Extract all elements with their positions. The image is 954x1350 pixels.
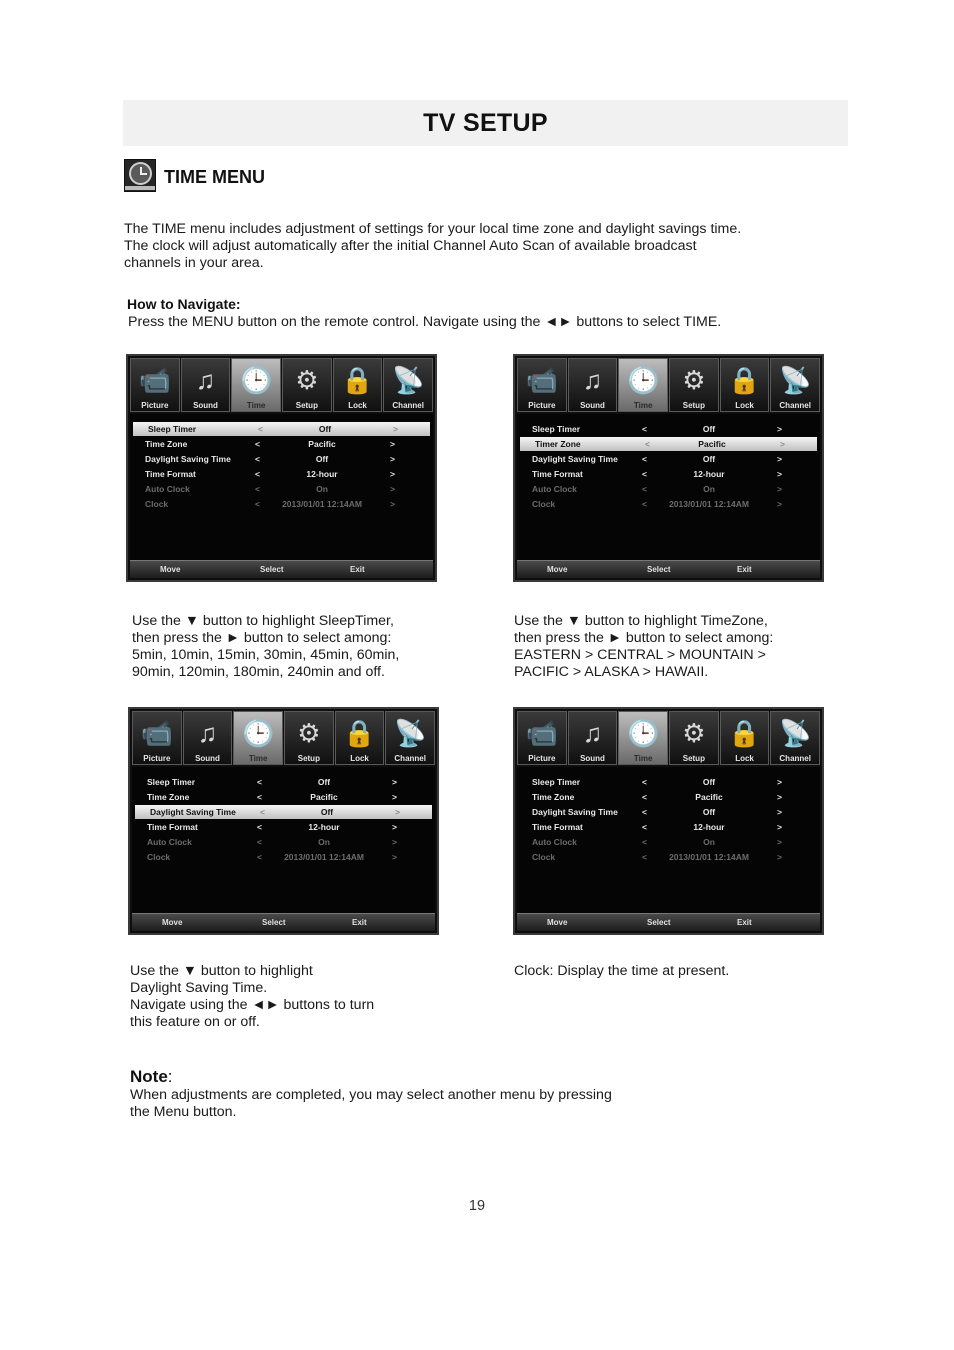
chevron-right-icon: > [777, 499, 782, 509]
chevron-right-icon: > [390, 439, 395, 449]
chevron-right-icon: > [390, 469, 395, 479]
camera-icon: 📹 [525, 718, 559, 748]
tab-channel[interactable] [383, 358, 433, 412]
chevron-left-icon: < [642, 424, 647, 434]
navigate-heading: How to Navigate: [127, 296, 241, 312]
menu-row[interactable] [517, 805, 820, 819]
menu-row[interactable] [517, 835, 820, 849]
menu-row-label: Sleep Timer [532, 777, 581, 787]
padlock-icon: 🔒 [728, 365, 761, 395]
caption-line: Use the ▼ button to highlight [130, 963, 313, 979]
camera-icon: 📹 [140, 718, 174, 748]
footer-select: Select [647, 918, 671, 927]
menu-row[interactable] [517, 482, 820, 496]
clock-icon: 🕒 [241, 718, 275, 748]
chevron-left-icon: < [642, 499, 647, 509]
chevron-left-icon: < [642, 469, 647, 479]
tab-picture[interactable] [130, 358, 180, 412]
menu-row[interactable] [517, 820, 820, 834]
footer-select: Select [647, 565, 671, 574]
gear-icon: ⚙ [295, 365, 319, 395]
camera-icon: 📹 [138, 365, 172, 395]
chevron-left-icon: < [258, 424, 263, 434]
tab-lock[interactable] [335, 711, 385, 765]
caption-line: Navigate using the ◄► buttons to turn [130, 997, 375, 1013]
chevron-left-icon: < [642, 777, 647, 787]
chevron-left-icon: < [642, 852, 647, 862]
padlock-icon: 🔒 [341, 365, 374, 395]
chevron-right-icon: > [392, 777, 397, 787]
chevron-right-icon: > [777, 424, 782, 434]
chevron-left-icon: < [257, 837, 262, 847]
footer-exit: Exit [350, 565, 365, 574]
chevron-left-icon: < [642, 484, 647, 494]
chevron-left-icon: < [255, 454, 260, 464]
chevron-left-icon: < [255, 499, 260, 509]
tab-sound[interactable] [568, 358, 618, 412]
menu-row[interactable] [517, 422, 820, 436]
chevron-right-icon: > [777, 822, 782, 832]
menu-footer [130, 560, 433, 578]
menu-row[interactable] [517, 467, 820, 481]
menu-row-label: Auto Clock [532, 837, 577, 847]
menu-row-label: Sleep Timer [532, 424, 581, 434]
tab-label: Time [246, 401, 266, 410]
menu-row-label: Clock [532, 852, 556, 862]
menu-row-value: Off [317, 777, 331, 787]
chevron-right-icon: > [390, 484, 395, 494]
footer-exit: Exit [352, 918, 367, 927]
menu-list [130, 414, 433, 560]
tab-time[interactable] [233, 711, 283, 765]
clock-icon: 🕒 [626, 365, 660, 395]
chevron-right-icon: > [777, 469, 782, 479]
chevron-right-icon: > [777, 454, 782, 464]
menu-row[interactable] [520, 437, 817, 451]
menu-row[interactable] [130, 482, 433, 496]
menu-row[interactable] [130, 452, 433, 466]
chevron-right-icon: > [777, 792, 782, 802]
satellite-dish-icon: 📡 [779, 365, 812, 395]
padlock-icon: 🔒 [728, 718, 761, 748]
tab-label: Lock [350, 754, 369, 763]
clock-icon: 🕒 [239, 365, 273, 395]
menu-row[interactable] [517, 497, 820, 511]
menu-row-label: Daylight Saving Time [532, 807, 618, 817]
menu-row[interactable] [517, 850, 820, 864]
intro-line: channels in your area. [124, 255, 264, 271]
menu-row-label: Daylight Saving Time [532, 454, 618, 464]
clock-icon-label-strip [125, 186, 155, 190]
menu-row-label: Clock [147, 852, 171, 862]
menu-row[interactable] [517, 775, 820, 789]
menu-row-value: On [318, 837, 330, 847]
menu-row-value: 12-hour [693, 469, 725, 479]
menu-list [517, 414, 820, 560]
menu-row[interactable] [130, 497, 433, 511]
tab-label: Sound [193, 401, 218, 410]
menu-row-value: 12-hour [306, 469, 338, 479]
tab-picture[interactable] [132, 711, 182, 765]
caption-line: then press the ► button to select among: [514, 630, 774, 646]
menu-row[interactable] [517, 452, 820, 466]
padlock-icon: 🔒 [343, 718, 376, 748]
tab-picture[interactable] [517, 358, 567, 412]
tab-label: Channel [394, 754, 426, 763]
menu-row-label: Time Zone [147, 792, 190, 802]
tab-time[interactable] [231, 358, 281, 412]
menu-row-value: Off [702, 424, 716, 434]
menu-row-label: Time Format [532, 822, 583, 832]
tab-channel[interactable] [770, 358, 820, 412]
caption-line: this feature on or off. [130, 1014, 260, 1030]
chevron-left-icon: < [642, 454, 647, 464]
menu-row-label: Time Zone [145, 439, 188, 449]
menu-row-label: Sleep Timer [148, 424, 197, 434]
menu-row[interactable] [130, 437, 433, 451]
intro-paragraph [124, 221, 824, 272]
menu-row[interactable] [132, 820, 435, 834]
menu-tab-bar [517, 358, 820, 412]
tab-sound[interactable] [181, 358, 231, 412]
menu-row-label: Auto Clock [147, 837, 192, 847]
menu-row-value: Pacific [695, 792, 723, 802]
chevron-left-icon: < [255, 439, 260, 449]
menu-row-value: Off [702, 807, 716, 817]
menu-footer [517, 913, 820, 931]
chevron-right-icon: > [777, 484, 782, 494]
header-bar [123, 100, 848, 146]
menu-row-value: 12-hour [308, 822, 340, 832]
menu-footer [132, 913, 435, 931]
tab-label: Setup [682, 754, 705, 763]
chevron-right-icon: > [392, 822, 397, 832]
tab-label: Picture [528, 754, 556, 763]
navigate-text: Press the MENU button on the remote control. Navigate using the ◄► buttons to select TIME. [128, 314, 722, 330]
menu-tab-bar [517, 711, 820, 765]
note-label: Note [130, 1067, 168, 1086]
chevron-left-icon: < [255, 484, 260, 494]
tab-label: Setup [295, 401, 318, 410]
note-title [130, 1067, 173, 1087]
menu-row[interactable] [132, 835, 435, 849]
music-note-icon: ♫ [582, 365, 603, 395]
menu-footer [517, 560, 820, 578]
menu-row-label: Clock [145, 499, 169, 509]
gear-icon: ⚙ [682, 365, 706, 395]
chevron-left-icon: < [645, 439, 650, 449]
tab-label: Setup [682, 401, 705, 410]
menu-row-value: 2013/01/01 12:14AM [669, 499, 749, 509]
tv-menu-screen [126, 354, 437, 582]
tab-label: Sound [195, 754, 220, 763]
footer-move: Move [547, 565, 568, 574]
tab-label: Sound [580, 401, 605, 410]
tab-label: Time [248, 754, 268, 763]
caption-line: 5min, 10min, 15min, 30min, 45min, 60min, [132, 647, 400, 663]
chevron-left-icon: < [642, 822, 647, 832]
section-title: TIME MENU [164, 167, 265, 187]
note-line: the Menu button. [130, 1104, 237, 1120]
caption-line: Daylight Saving Time. [130, 980, 268, 996]
footer-move: Move [162, 918, 183, 927]
music-note-icon: ♫ [197, 718, 218, 748]
tv-menu-screen [128, 707, 439, 935]
caption-line: 90min, 120min, 180min, 240min and off. [132, 664, 385, 680]
footer-exit: Exit [737, 565, 752, 574]
tv-menu-screen [513, 707, 824, 935]
tab-label: Lock [735, 754, 754, 763]
chevron-left-icon: < [642, 837, 647, 847]
tab-label: Picture [528, 401, 556, 410]
menu-row-value: 2013/01/01 12:14AM [284, 852, 364, 862]
caption-line: then press the ► button to select among: [132, 630, 392, 646]
menu-tab-bar [132, 711, 435, 765]
tab-sound[interactable] [183, 711, 233, 765]
caption-line: Use the ▼ button to highlight TimeZone, [514, 613, 768, 629]
tab-label: Picture [143, 754, 171, 763]
clock-icon [124, 159, 156, 192]
menu-row-value: Pacific [698, 439, 726, 449]
tab-setup[interactable] [669, 358, 719, 412]
chevron-right-icon: > [395, 807, 400, 817]
menu-row[interactable] [132, 775, 435, 789]
caption-line: EASTERN > CENTRAL > MOUNTAIN > [514, 647, 766, 663]
menu-row-label: Auto Clock [532, 484, 577, 494]
chevron-right-icon: > [392, 852, 397, 862]
footer-select: Select [262, 918, 286, 927]
footer-move: Move [160, 565, 181, 574]
chevron-right-icon: > [777, 807, 782, 817]
menu-row[interactable] [135, 805, 432, 819]
chevron-left-icon: < [257, 777, 262, 787]
menu-row-label: Timer Zone [535, 439, 581, 449]
gear-icon: ⚙ [297, 718, 321, 748]
tab-label: Sound [580, 754, 605, 763]
screen-caption [132, 613, 399, 681]
music-note-icon: ♫ [195, 365, 216, 395]
note-line: When adjustments are completed, you may select another menu by pressing [130, 1087, 612, 1103]
satellite-dish-icon: 📡 [392, 365, 425, 395]
chevron-left-icon: < [642, 792, 647, 802]
tv-menu-screen [513, 354, 824, 582]
menu-row[interactable] [133, 422, 430, 436]
tab-label: Channel [392, 401, 424, 410]
tab-label: Time [633, 401, 653, 410]
menu-row-value: Off [315, 454, 329, 464]
chevron-right-icon: > [777, 777, 782, 787]
menu-row-label: Daylight Saving Time [150, 807, 236, 817]
note-text [130, 1087, 612, 1121]
satellite-dish-icon: 📡 [779, 718, 812, 748]
menu-row[interactable] [132, 850, 435, 864]
menu-row-value: On [703, 484, 715, 494]
music-note-icon: ♫ [582, 718, 603, 748]
satellite-dish-icon: 📡 [394, 718, 427, 748]
page-number: 19 [468, 1198, 486, 1214]
gear-icon: ⚙ [682, 718, 706, 748]
tab-channel[interactable] [385, 711, 435, 765]
menu-list [517, 767, 820, 913]
clock-icon: 🕒 [626, 718, 660, 748]
tab-setup[interactable] [284, 711, 334, 765]
chevron-left-icon: < [255, 469, 260, 479]
menu-row[interactable] [132, 790, 435, 804]
menu-row-value: On [316, 484, 328, 494]
intro-line: The clock will adjust automatically after the initial Channel Auto Scan of available broadcast [124, 238, 697, 254]
tab-label: Time [633, 754, 653, 763]
menu-row-value: Pacific [310, 792, 338, 802]
chevron-left-icon: < [257, 792, 262, 802]
footer-move: Move [547, 918, 568, 927]
tab-label: Picture [141, 401, 169, 410]
intro-line: The TIME menu includes adjustment of settings for your local time zone and daylight savings time. [124, 221, 742, 237]
tab-label: Lock [735, 401, 754, 410]
tab-setup[interactable] [282, 358, 332, 412]
menu-tab-bar [130, 358, 433, 412]
chevron-right-icon: > [777, 837, 782, 847]
tab-setup[interactable] [669, 711, 719, 765]
menu-row-value: Off [702, 777, 716, 787]
tab-picture[interactable] [517, 711, 567, 765]
screen-caption [514, 963, 729, 980]
tab-lock[interactable] [333, 358, 383, 412]
note-colon: : [167, 1067, 173, 1086]
tab-label: Channel [779, 401, 811, 410]
menu-row-value: 2013/01/01 12:14AM [669, 852, 749, 862]
caption-line: Use the ▼ button to highlight SleepTimer, [132, 613, 394, 629]
tab-label: Channel [779, 754, 811, 763]
menu-row-label: Daylight Saving Time [145, 454, 231, 464]
chevron-right-icon: > [392, 837, 397, 847]
menu-row-label: Sleep Timer [147, 777, 196, 787]
chevron-left-icon: < [257, 852, 262, 862]
chevron-right-icon: > [780, 439, 785, 449]
menu-row-value: On [703, 837, 715, 847]
menu-row-label: Time Zone [532, 792, 575, 802]
chevron-right-icon: > [393, 424, 398, 434]
chevron-right-icon: > [777, 852, 782, 862]
chevron-left-icon: < [642, 807, 647, 817]
chevron-right-icon: > [390, 499, 395, 509]
footer-exit: Exit [737, 918, 752, 927]
tab-label: Setup [297, 754, 320, 763]
menu-row[interactable] [130, 467, 433, 481]
tab-label: Lock [348, 401, 367, 410]
chevron-left-icon: < [257, 822, 262, 832]
tab-channel[interactable] [770, 711, 820, 765]
chevron-right-icon: > [392, 792, 397, 802]
caption-line: Clock: Display the time at present. [514, 963, 730, 979]
page-title: TV SETUP [423, 109, 548, 137]
tab-sound[interactable] [568, 711, 618, 765]
menu-list [132, 767, 435, 913]
menu-row-value: Off [318, 424, 332, 434]
screen-caption [514, 613, 773, 681]
footer-select: Select [260, 565, 284, 574]
menu-row-label: Clock [532, 499, 556, 509]
chevron-left-icon: < [260, 807, 265, 817]
menu-row-value: 2013/01/01 12:14AM [282, 499, 362, 509]
menu-row-value: Off [320, 807, 334, 817]
tab-lock[interactable] [720, 358, 770, 412]
menu-row-value: Off [702, 454, 716, 464]
tab-time[interactable] [618, 358, 668, 412]
menu-row-label: Time Format [532, 469, 583, 479]
tab-time[interactable] [618, 711, 668, 765]
menu-row-label: Time Format [147, 822, 198, 832]
menu-row-value: Pacific [308, 439, 336, 449]
menu-row[interactable] [517, 790, 820, 804]
screen-caption [130, 963, 374, 1031]
chevron-right-icon: > [390, 454, 395, 464]
caption-line: PACIFIC > ALASKA > HAWAII. [514, 664, 709, 680]
menu-row-value: 12-hour [693, 822, 725, 832]
camera-icon: 📹 [525, 365, 559, 395]
menu-row-label: Time Format [145, 469, 196, 479]
menu-row-label: Auto Clock [145, 484, 190, 494]
tab-lock[interactable] [720, 711, 770, 765]
clock-face [129, 162, 152, 185]
